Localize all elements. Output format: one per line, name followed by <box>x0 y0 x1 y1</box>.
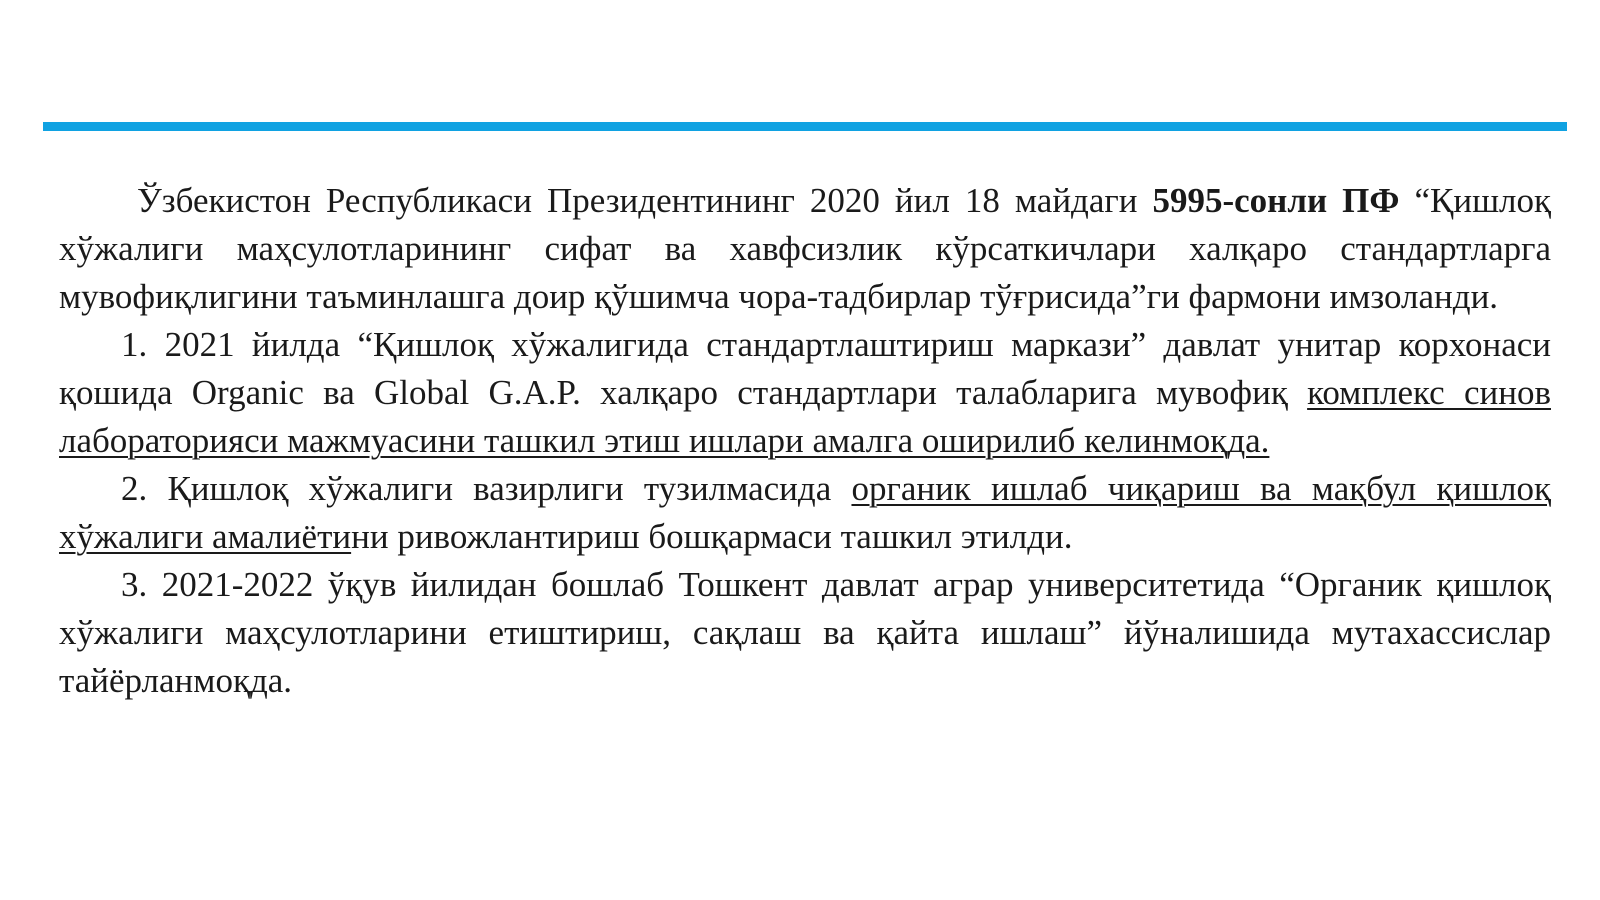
slide-body <box>59 177 1551 705</box>
intro-lead-text: Ўзбекистон Республикаси Президентининг 2020 йил 18 майдаги <box>137 181 1153 220</box>
decree-number: 5995-сонли ПФ <box>1152 181 1400 220</box>
item1-text: 1. 2021 йилда “Қишлоқ хўжалигида стандартлаштириш маркази” давлат унитар корхонаси қошида Organic ва Global G.A.P. халқаро стандартлари талабларига мувофиқ <box>59 325 1551 412</box>
item2-underlined-text: органик ишлаб чиқариш ва мақбул қишлоқ хўжалиги амалиёти <box>59 469 1551 556</box>
intro-rest-text: “Қишлоқ хўжалиги маҳсулотларининг сифат ва хавфсизлик кўрсаткичлари халқаро стандартларга мувофиқлигини таъминлашга доир қўшимча чора-тадбирлар тўғрисида”ги фармони имзоланди. <box>59 181 1551 316</box>
list-item-2 <box>59 465 1551 561</box>
item2-rest-text: ни ривожлантириш бошқармаси ташкил этилди. <box>351 517 1073 556</box>
item3-text: 3. 2021-2022 ўқув йилидан бошлаб Тошкент давлат аграр университетида “Органик қишлоқ хўжалиги маҳсулотларини етиштириш, сақлаш ва қайта ишлаш” йўналишида мутахассислар тайёрланмоқда. <box>59 565 1551 700</box>
intro-paragraph <box>59 177 1551 321</box>
accent-divider-bar <box>43 122 1567 131</box>
item2-text: 2. Қишлоқ хўжалиги вазирлиги тузилмасида <box>121 469 852 508</box>
list-item-3 <box>59 561 1551 705</box>
item1-underlined-text: комплекс синов лабораторияси мажмуасини ташкил этиш ишлари амалга оширилиб келинмоқда. <box>59 373 1551 460</box>
list-item-1 <box>59 321 1551 465</box>
